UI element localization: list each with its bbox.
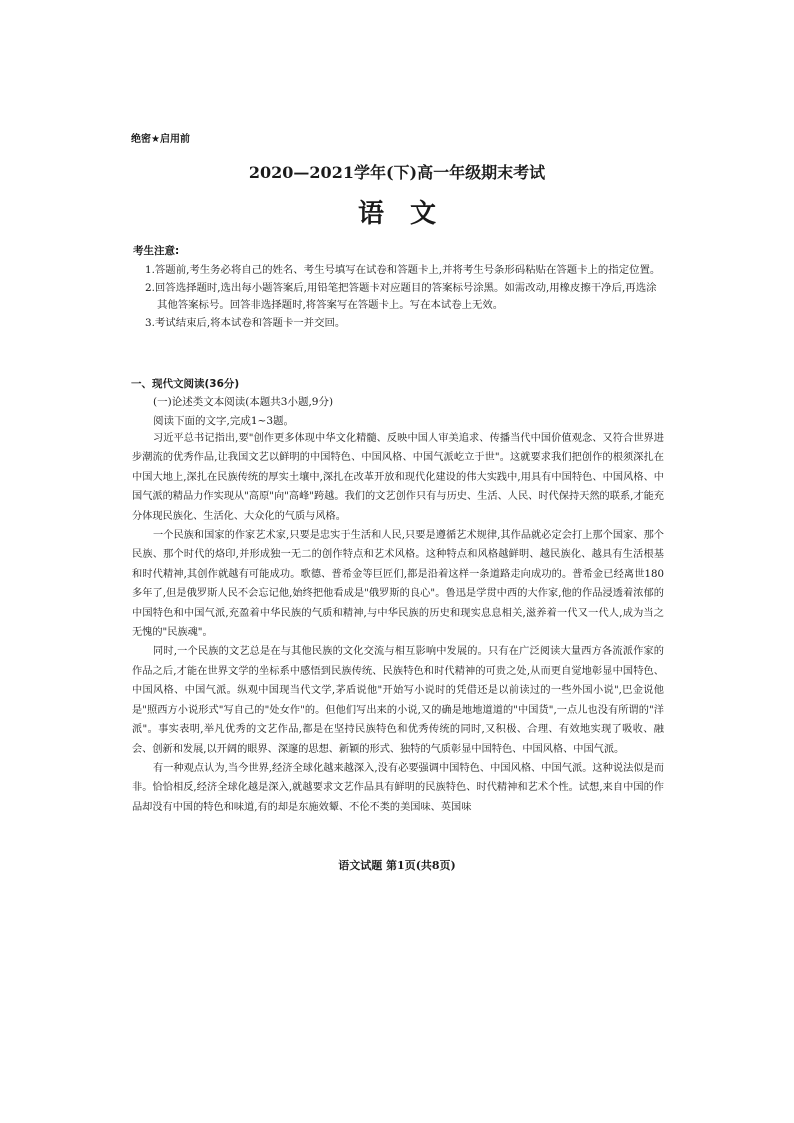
notice-item: 2.回答选择题时,选出每小题答案后,用铅笔把答题卡对应题目的答案标号涂黑。如需改动,用橡皮擦干净后,再选涂其他答案标号。回答非选择题时,将答案写在答题卡上。写在本试卷上无效。 [145,281,657,311]
passage-paragraph: 习近平总书记指出,要"创作更多体现中华文化精髓、反映中国人审美追求、传播当代中国价值观念、又符合世界进步潮流的优秀作品,让我国文艺以鲜明的中国特色、中国风格、中国气派屹立于世"。这就要求我们把创作的根须深扎在中国大地上,深扎在民族传统的厚实土壤中,深扎在改革开放和现代化建设的伟大实践中,用具有中国特色、中国风格、中国气派的精品力作实现从"高原"向"高峰"跨越。我们的文艺创作只有与历史、生活、人民、时代保持天然的联系,才能充分体现民族化、生活化、大众化的气质与风格。 [132,433,664,522]
passage-paragraph: 同时,一个民族的文艺总是在与其他民族的文化交流与相互影响中发展的。只有在广泛阅读大量西方各流派作家的作品之后,才能在世界文学的坐标系中感悟到民族传统、民族特色和时代精神的可贵之处,从而更自觉地彰显中国特色、中国风格、中国气派。纵观中国现当代文学,茅盾说他"开始写小说时的凭借还是以前读过的一些外国小说",巴金说他是"照西方小说形式"写自己的"处女作"的。但他们写出来的小说,又的确是地地道道的"中国货",一点儿也没有所谓的"洋派"。事实表明,举凡优秀的文艺作品,都是在坚持民族特色和优秀传统的同时,又积极、合理、有效地实现了吸收、融会、创新和发展,以开阔的眼界、深邃的思想、新颖的形式、独特的气质彰显中国特色、中国风格、中国气派。 [132,646,664,755]
notice-item: 3.考试结束后,将本试卷和答题卡一并交回。 [145,316,346,329]
notice-heading: 考生注意: [133,245,180,257]
section-heading: 一、现代文阅读(36分) [131,378,240,390]
notice-item: 1.答题前,考生务必将自己的姓名、考生号填写在试卷和答题卡上,并将考生号条形码粘贴在答题卡上的指定位置。 [145,264,661,276]
passage-paragraph: 有一种观点认为,当今世界,经济全球化越来越深入,没有必要强调中国特色、中国风格、中国气派。这种说法似是而非。恰恰相反,经济全球化越是深入,就越要求文艺作品具有鲜明的民族特色、时代精神和艺术个性。试想,来自中国的作品却没有中国的特色和味道,有的却是东施效颦、不伦不类的美国味、英国味 [132,762,664,813]
reading-passage [132,429,664,817]
candidate-notice [133,243,663,332]
page-footer: 语文试题 第1页(共8页) [338,859,456,872]
subsection-heading: (一)论述类文本阅读(本题共3小题,9分) [153,396,334,408]
passage-paragraph: 一个民族和国家的作家艺术家,只要是忠实于生活和人民,只要是遵循艺术规律,其作品就必定会打上那个国家、那个民族、那个时代的烙印,并形成独一无二的创作特点和艺术风格。这种特点和风格越鲜明、越民族化、越具有生活根基和时代精神,其创作就越有可能成功。歌德、普希金等巨匠们,都是沿着这样一条道路走向成功的。普希金已经离世180多年了,但是俄罗斯人民不会忘记他,始终把他看成是"俄罗斯的良心"。鲁迅是学贯中西的大作家,他的作品浸透着浓郁的中国特色和中国气派,充盈着中华民族的气质和精神,与中华民族的历史和现实息息相关,滋养着一代又一代人,成为当之无愧的"民族魂"。 [132,530,664,639]
confidential-label: 绝密★启用前 [131,134,190,145]
reading-instruction: 阅读下面的文字,完成1~3题。 [153,415,294,427]
exam-title: 2020—2021学年(下)高一年级期末考试 [248,163,546,182]
subject-title: 语文 [357,199,462,229]
